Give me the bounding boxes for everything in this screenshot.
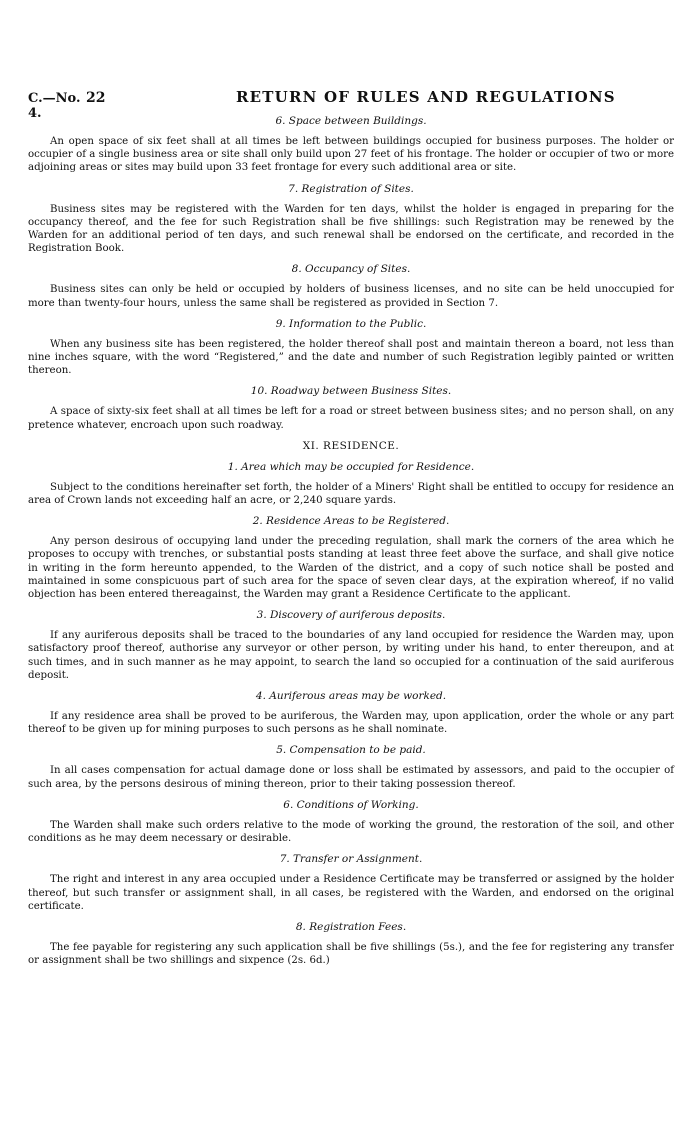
section-paragraph: Business sites can only be held or occupied by holders of business licenses, and no site can be held unoccupied for more than twenty-four hours, unless the same shall be registered as provided in Section 7.	[28, 284, 674, 309]
page-number: 22	[86, 90, 106, 106]
section-heading: 7. Transfer or Assignment.	[279, 853, 423, 866]
section-heading: 10. Roadway between Business Sites.	[250, 385, 452, 398]
section-heading: 6. Space between Buildings.	[275, 115, 427, 127]
section-heading: 8. Registration Fees.	[295, 920, 407, 933]
section-paragraph: When any business site has been registered, the holder thereof shall post and maintain thereon a board, not less than nine inches square, with the word “Registered,” and the date and number of such Registration legibly painted or written thereon.	[28, 338, 674, 377]
section-paragraph: In all cases compensation for actual damage done or loss shall be estimated by assessors, and paid to the occupier of such area, by the persons desirous of mining thereon, prior to their taking possession thereof.	[28, 765, 674, 790]
document-body	[28, 114, 674, 967]
section-heading: XI. RESIDENCE.	[302, 439, 400, 452]
section-paragraph: A space of sixty-six feet shall at all times be left for a road or street between business sites; and no person shall, on any pretence whatever, encroach upon such roadway.	[28, 406, 674, 431]
section-paragraph: The fee payable for registering any such application shall be five shillings (5s.), and the fee for registering any transfer or assignment shall be two shillings and sixpence (2s. 6d.)	[28, 941, 674, 967]
section-heading: 3. Discovery of auriferous deposits.	[256, 609, 446, 622]
section-heading: 5. Compensation to be paid.	[276, 744, 426, 757]
section-paragraph: If any auriferous deposits shall be traced to the boundaries of any land occupied for residence the Warden may, upon satisfactory proof thereof, authorise any surveyor or other person, by writing under his hand, to enter thereupon, and at such times, and in such manner as he may appoint, to search the land so occupied for a continuation of the said auriferous deposit.	[28, 630, 674, 681]
page-title: RETURN OF RULES AND REGULATIONS	[236, 88, 616, 106]
section-paragraph: Business sites may be registered with the Warden for ten days, whilst the holder is engaged in preparing for the occupancy thereof, and the fee for such Registration shall be five shillings: such Registration may be renewed by the Warden for an additional period of ten days, and such renewal shall be endorsed on the certificate, and recorded in the Registration Book.	[28, 203, 674, 255]
section-heading: 1. Area which may be occupied for Residence.	[227, 460, 475, 473]
section-heading: 4. Auriferous areas may be worked.	[255, 690, 447, 703]
section-heading: 6. Conditions of Working.	[283, 798, 419, 811]
document-reference: C.—No. 4.	[28, 91, 81, 121]
section-paragraph: The Warden shall make such orders relative to the mode of working the ground, the restoration of the soil, and other conditions as he may deem necessary or desirable.	[28, 819, 674, 845]
section-heading: 2. Residence Areas to be Registered.	[252, 515, 450, 528]
section-paragraph: Any person desirous of occupying land under the preceding regulation, shall mark the corners of the area which he proposes to occupy with trenches, or substantial posts standing at least three feet above the surface, and shall give notice in writing in the form hereunto appended, to the Warden of the district, and a copy of such notice shall be posted and maintained in some conspicuous part of such area for the space of seven clear days, at the expiration whereof, if no valid objection has been entered thereagainst, the Warden may grant a Residence Certificate to the applicant.	[28, 536, 674, 601]
section-paragraph: Subject to the conditions hereinafter set forth, the holder of a Miners' Right shall be entitled to occupy for residence an area of Crown lands not exceeding half an acre, or 2,240 square yards.	[28, 481, 674, 507]
section-heading: 9. Information to the Public.	[275, 317, 427, 330]
section-paragraph: An open space of six feet shall at all times be left between buildings occupied for business purposes. The holder or occupier of a single business area or site shall only build upon 27 feet of his frontage. The holder or occupier of two or more adjoining areas or sites may build upon 33 feet frontage for every such additional area or site.	[28, 136, 674, 174]
section-heading: 8. Occupancy of Sites.	[291, 263, 411, 276]
section-paragraph: If any residence area shall be proved to be auriferous, the Warden may, upon application, order the whole or any part thereof to be given up for mining purposes to such persons as he shall nominate.	[28, 711, 674, 736]
section-heading: 7. Registration of Sites.	[288, 182, 414, 195]
section-paragraph: The right and interest in any area occupied under a Residence Certificate may be transferred or assigned by the holder thereof, but such transfer or assignment shall, in all cases, be registered with the Warden, and endorsed on the original certificate.	[28, 874, 674, 912]
